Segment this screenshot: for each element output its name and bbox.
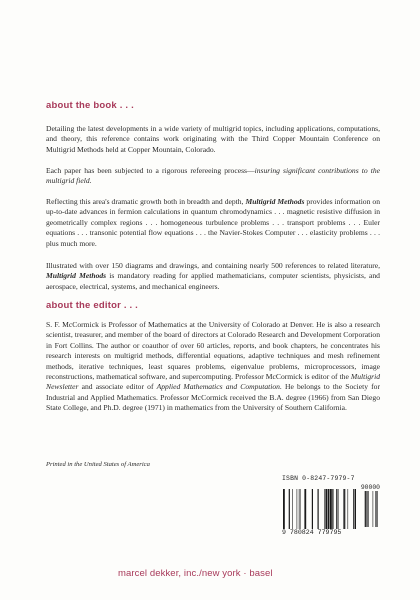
barcode-stripe [336, 489, 337, 529]
barcode-stripe [318, 489, 319, 529]
barcode-stripe [375, 491, 376, 527]
about-book-p2-italic: insuring significant contributions to the multigrid field. [46, 166, 380, 186]
about-book-p3-text-c: provides information on up-to-date advances in fermion calculations in quantum chromodynamics . . . magnetic resistive diffusion in geometrically complex regions . . . homogeneous turbulence problems . . . transport problems . . . Euler equations . . . transonic potential flow equations . . . the Navier-Stokes Computer . . . elasticity problems . . . plus much more. [46, 197, 380, 248]
about-book-paragraph-4 [46, 261, 380, 292]
about-editor-heading: about the editor . . . [46, 300, 139, 311]
about-book-heading: about the book . . . [46, 100, 134, 111]
barcode-stripe [344, 489, 345, 529]
publisher-imprint: marcel dekker, inc./new york · basel [118, 568, 273, 579]
editor-newsletter-italic: Multigrid Newsletter [46, 372, 380, 392]
barcode-stripe [366, 491, 367, 527]
editor-text-a: S. F. McCormick is Professor of Mathematics at the University of Colorado at Denver. He is also a research scientist, treasurer, and member of the board of directors at Colorado Research and Development Corporation in Fort Collins. The author or coauthor of over 60 articles, reports, and book chapters, he concentrates his research interests on multigrid methods, differential equations, adaptive techniques and mesh refinement methods, iterative techniques, least squares problems, eigenvalue problems, microprocessors, image reconstructions, mathematical software, and supercomputing. Professor McCormick is editor of the [46, 320, 380, 382]
barcode-stripe [324, 489, 325, 529]
barcode-stripe [348, 489, 349, 529]
book-title-italic: Multigrid Methods [245, 197, 305, 206]
about-book-paragraph-2 [46, 166, 380, 187]
barcode-block [282, 475, 380, 540]
supplement-barcode-icon [358, 491, 380, 527]
barcode-stripe [343, 489, 344, 529]
about-editor-paragraph [46, 320, 380, 414]
barcode-stripe [299, 489, 300, 529]
about-book-p2-text: Each paper has been subjected to a rigorous refereeing process— [46, 166, 255, 175]
about-book-p1-text: Detailing the latest developments in a wide variety of multigrid topics, including applications, computations, and theory, this reference contains work originating with the Third Copper Mountain Conference on Multigrid Methods held at Copper Mountain, Colorado. [46, 124, 380, 154]
book-title-italic: Multigrid Methods [46, 271, 107, 281]
editor-text-e: He belongs to the Society for Industrial and Applied Mathematics. Professor McCormick received the B.A. degree (1966) from San Diego State College, and Ph.D. degree (1971) in mathematics from the University of Southern California. [46, 382, 381, 413]
about-book-p4-text-c: is mandatory reading for applied mathematicians, computer scientists, physicists, and aerospace, electrical, systems, and mechanical engineers. [46, 271, 380, 291]
barcode-stripe [312, 489, 313, 529]
barcode-stripe [338, 489, 339, 529]
barcode-stripe [365, 491, 366, 527]
price-code: 90000 [360, 484, 380, 491]
ean-barcode-icon [282, 489, 356, 529]
ean-number: 9 780824 779795 [282, 529, 342, 536]
barcode-stripe [325, 489, 327, 529]
barcode-stripe [289, 489, 290, 529]
editor-text-c: and associate editor of [78, 382, 157, 392]
barcode-stripe [283, 489, 285, 529]
about-book-paragraph-1 [46, 124, 380, 155]
barcode-stripe [377, 491, 378, 527]
barcode-stripe [328, 489, 330, 529]
barcode-stripe [353, 489, 354, 529]
barcode-stripe [355, 489, 356, 529]
barcode-stripe [297, 489, 298, 529]
editor-journal-italic: Applied Mathematics and Computation. [156, 382, 282, 392]
barcode-stripe [304, 489, 306, 529]
barcode-stripe [330, 489, 332, 529]
barcode-stripe [373, 491, 374, 527]
barcode-stripe [292, 489, 293, 529]
barcode-stripe [332, 489, 333, 529]
about-book-paragraph-3 [46, 197, 380, 249]
isbn-label: ISBN 0-8247-7979-7 [282, 475, 355, 482]
printed-note: Printed in the United States of America [46, 461, 150, 468]
about-book-p4-text-a: Illustrated with over 150 diagrams and drawings, and containing nearly 500 references to related literature, [46, 261, 380, 270]
about-book-p3-text-a: Reflecting this area's dramatic growth both in breadth and depth, [46, 197, 246, 206]
barcode-stripe [300, 489, 301, 529]
barcode-stripe [368, 491, 369, 527]
